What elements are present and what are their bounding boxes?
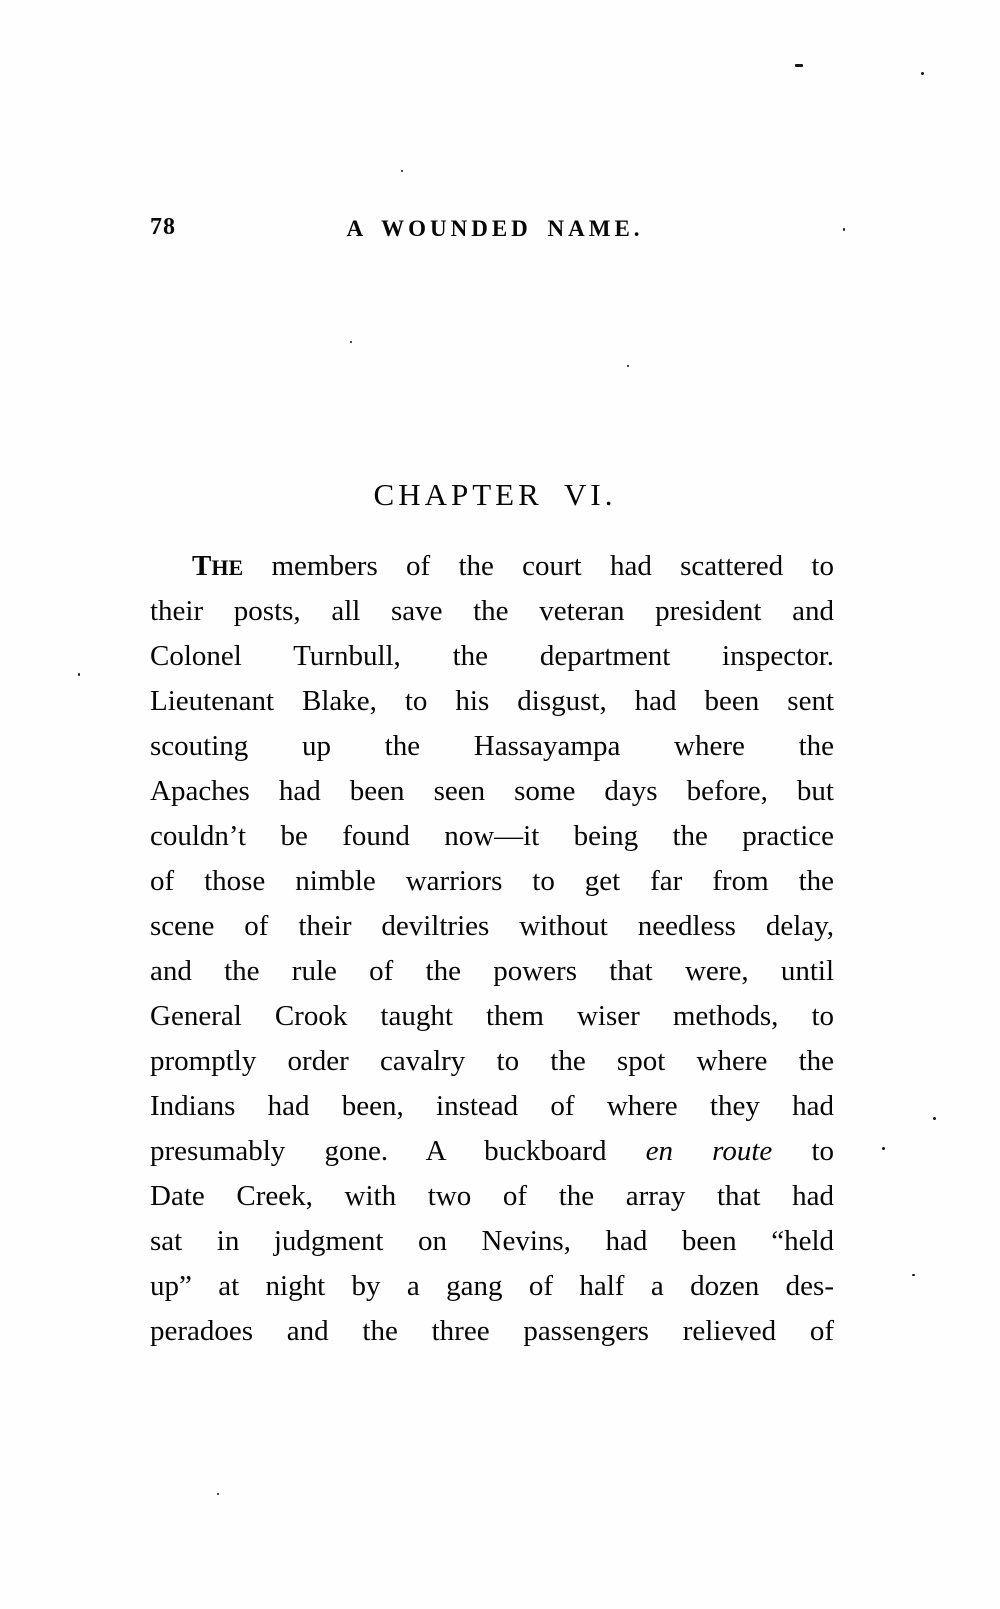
scan-speck xyxy=(350,341,352,343)
text-line: Colonel Turnbull, the department inspector. xyxy=(150,640,834,672)
text-line: Lieutenant Blake, to his disgust, had been sent xyxy=(150,685,834,717)
line-text: to xyxy=(772,1135,834,1167)
scan-speck xyxy=(627,365,629,367)
text-line: sat in judgment on Nevins, had been “held xyxy=(150,1225,834,1257)
running-header: A WOUNDED NAME. xyxy=(346,216,644,241)
text-line: Apaches had been seen some days before, but xyxy=(150,775,834,807)
text-line: Date Creek, with two of the array that had xyxy=(150,1180,834,1212)
scan-speck xyxy=(795,64,803,67)
text-line: up” at night by a gang of half a dozen des- xyxy=(150,1270,834,1302)
italic-phrase: en route xyxy=(645,1135,773,1167)
scan-speck xyxy=(882,1147,885,1150)
text-line: of those nimble warriors to get far from the xyxy=(150,865,834,897)
text-line: General Crook taught them wiser methods, to xyxy=(150,1000,834,1032)
scan-speck xyxy=(912,1274,915,1276)
text-line: promptly order cavalry to the spot where the xyxy=(150,1045,834,1077)
scan-speck xyxy=(401,170,403,172)
text-line: their posts, all save the veteran president and xyxy=(150,595,834,627)
text-line: couldn’t be found now—it being the practice xyxy=(150,820,834,852)
small-caps-he: HE xyxy=(211,555,244,580)
scan-speck xyxy=(843,228,845,231)
chapter-heading: CHAPTER VI. xyxy=(373,477,617,512)
text-line: scene of their deviltries without needless delay, xyxy=(150,910,834,942)
page-number: 78 xyxy=(150,214,176,240)
text-line xyxy=(150,1129,834,1174)
scan-speck xyxy=(78,673,80,676)
text-line: Indians had been, instead of where they had xyxy=(150,1090,834,1122)
scan-speck xyxy=(217,1493,219,1495)
drop-initial: T xyxy=(192,550,212,582)
line-text: presumably gone. A buckboard xyxy=(150,1135,646,1167)
body-text xyxy=(150,544,834,1354)
text-line: and the rule of the powers that were, until xyxy=(150,955,834,987)
scan-speck xyxy=(933,1117,936,1120)
scan-speck xyxy=(921,72,924,75)
text-line: scouting up the Hassayampa where the xyxy=(150,730,834,762)
text-line xyxy=(150,544,834,589)
text-line: peradoes and the three passengers relieved of xyxy=(150,1315,834,1347)
line-text: members of the court had scattered to xyxy=(243,550,834,582)
